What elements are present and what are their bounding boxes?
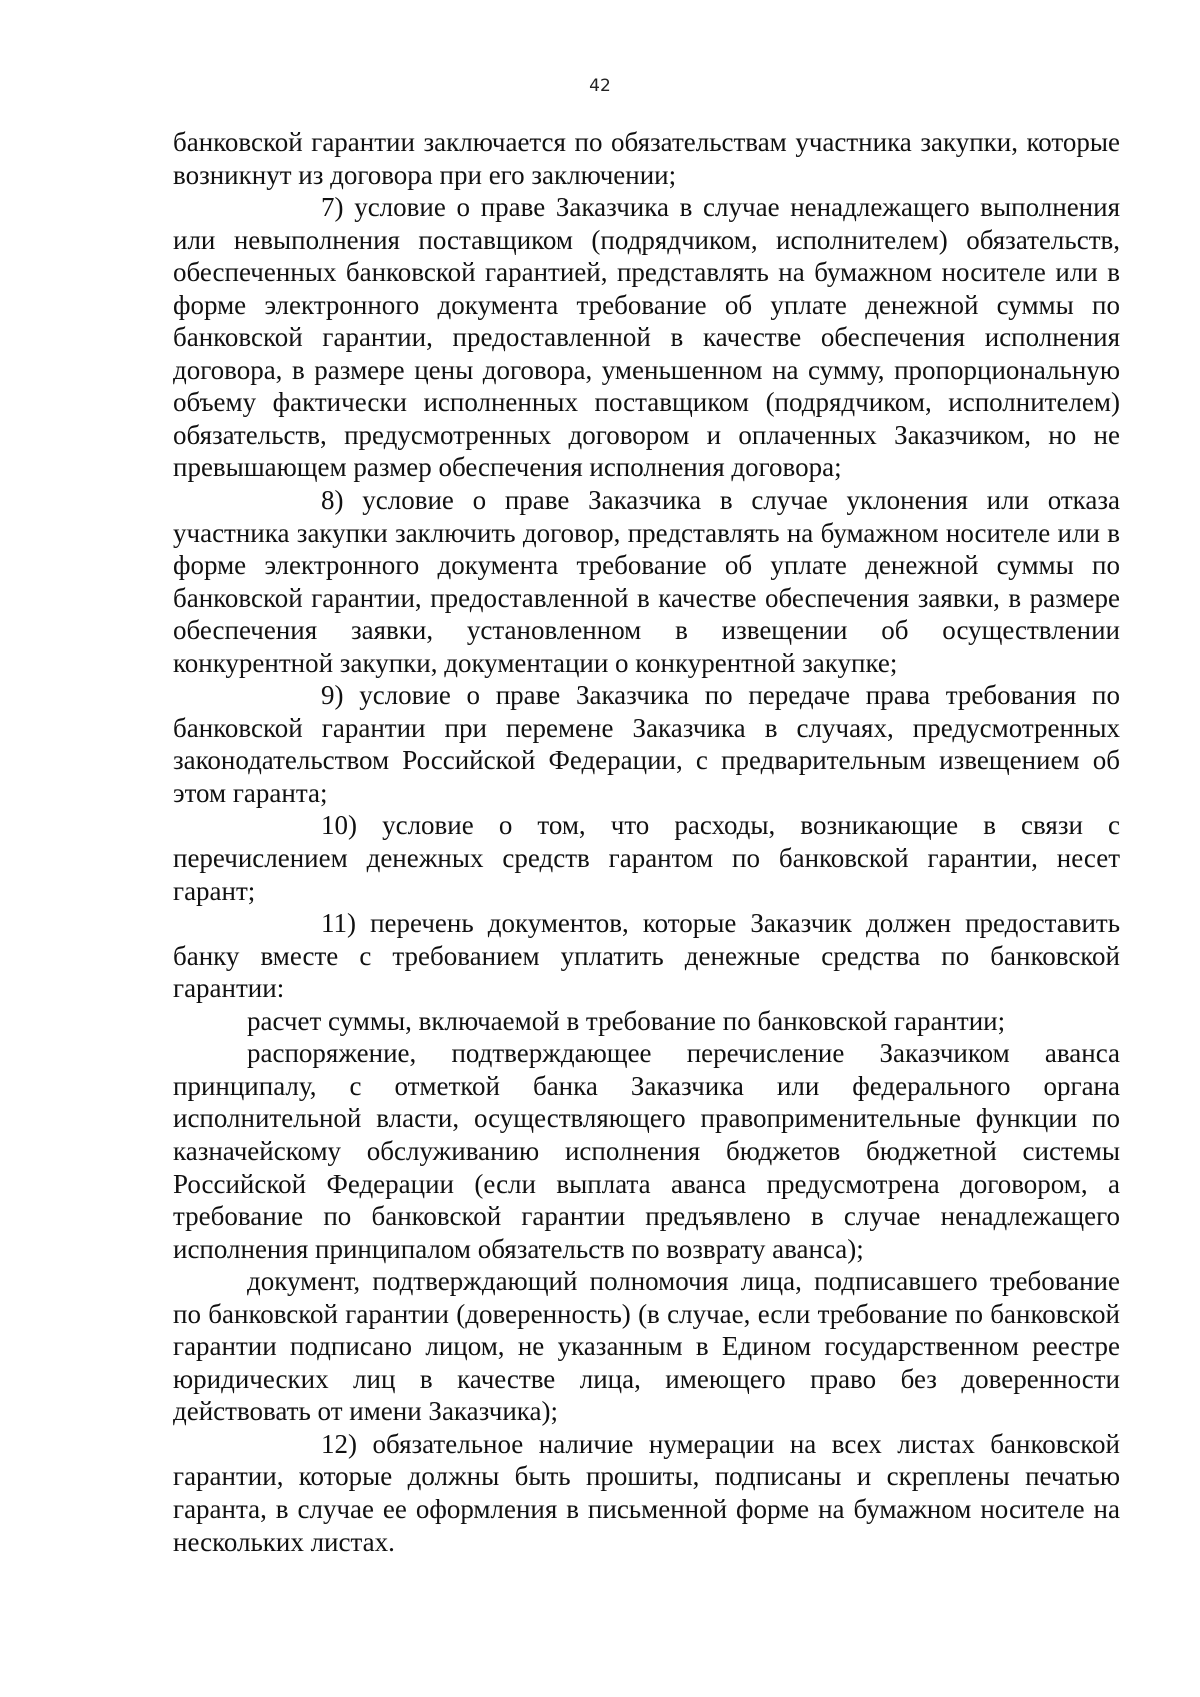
list-item-8 (173, 484, 1120, 679)
list-item-11 (173, 907, 1120, 1005)
page-number: 42 (589, 76, 611, 96)
paragraph-continuation (173, 126, 1120, 191)
sub-item-text: распоряжение, подтверждающее перечисление Заказчиком аванса принципалу, с отметкой банка Заказчика или федерального органа исполнительной власти, осуществляющего правоприменительные функции по казначейскому обслуживанию исполнения бюджетов бюджетной системы Российской Федерации (если выплата аванса предусмотрена договором, а требование по банковской гарантии предъявлено в случае ненадлежащего исполнения принципалом обязательств по возврату аванса); (173, 1038, 1120, 1264)
list-item-number: 10) (321, 810, 357, 841)
list-item-number: 8) (321, 485, 344, 516)
document-body (173, 126, 1120, 1558)
sub-item-text: документ, подтверждающий полномочия лица, подписавшего требование по банковской гарантии (доверенность) (в случае, если требование по банковской гарантии подписано лицом, не указанным в Едином государственном реестре юридических лиц в качестве лица, имеющего право без доверенности действовать от имени Заказчика); (173, 1266, 1120, 1427)
list-item-number: 12) (321, 1428, 357, 1459)
paragraph-text: банковской гарантии заключается по обязательствам участника закупки, которые возникнут из договора при его заключении; (173, 127, 1120, 190)
list-item-text: обязательное наличие нумерации на всех листах банковской гарантии, которые должны быть прошиты, подписаны и скреплены печатью гаранта, в случае ее оформления в письменной форме на бумажном носителе на нескольких листах. (173, 1428, 1120, 1557)
list-item-text: условие о том, что расходы, возникающие в связи с перечислением денежных средств гарантом по банковской гарантии, несет гарант; (173, 810, 1121, 906)
list-item-text: условие о праве Заказчика по передаче права требования по банковской гарантии при перемене Заказчика в случаях, предусмотренных законодательством Российской Федерации, с предварительным извещением об этом гаранта; (173, 680, 1120, 808)
sub-item-text: расчет суммы, включаемой в требование по банковской гарантии; (247, 1005, 1006, 1036)
list-item-12 (173, 1428, 1120, 1558)
list-item-text: перечень документов, которые Заказчик должен предоставить банку вместе с требованием уплатить денежные средства по банковской гарантии: (173, 908, 1121, 1004)
list-item-text: условие о праве Заказчика в случае уклонения или отказа участника закупки заключить договор, представлять на бумажном носителе или в форме электронного документа требование об уплате денежной суммы по банковской гарантии, предоставленной в качестве обеспечения заявки, в размере обеспечения заявки, установленном в извещении об осуществлении конкурентной закупки, документации о конкурентной закупке; (173, 485, 1121, 678)
list-item-text: условие о праве Заказчика в случае ненадлежащего выполнения или невыполнения поставщиком (подрядчиком, исполнителем) обязательств, обеспеченных банковской гарантией, представлять на бумажном носителе или в форме электронного документа требование об уплате денежной суммы по банковской гарантии, предоставленной в качестве обеспечения исполнения договора, в размере цены договора, уменьшенном на сумму, пропорциональную объему фактически исполненных поставщиком (подрядчиком, исполнителем) обязательств, предусмотренных договором и оплаченных Заказчиком, но не превышающем размер обеспечения исполнения договора; (173, 192, 1121, 483)
list-item-number: 11) (321, 908, 356, 939)
list-item-number: 7) (321, 192, 344, 223)
list-item-9 (173, 679, 1120, 809)
list-item-10 (173, 809, 1120, 907)
list-item-7 (173, 191, 1120, 484)
sub-item-order (173, 1037, 1120, 1265)
sub-item-calculation (173, 1005, 1120, 1038)
sub-item-authority-document (173, 1265, 1120, 1428)
list-item-number: 9) (321, 680, 344, 711)
